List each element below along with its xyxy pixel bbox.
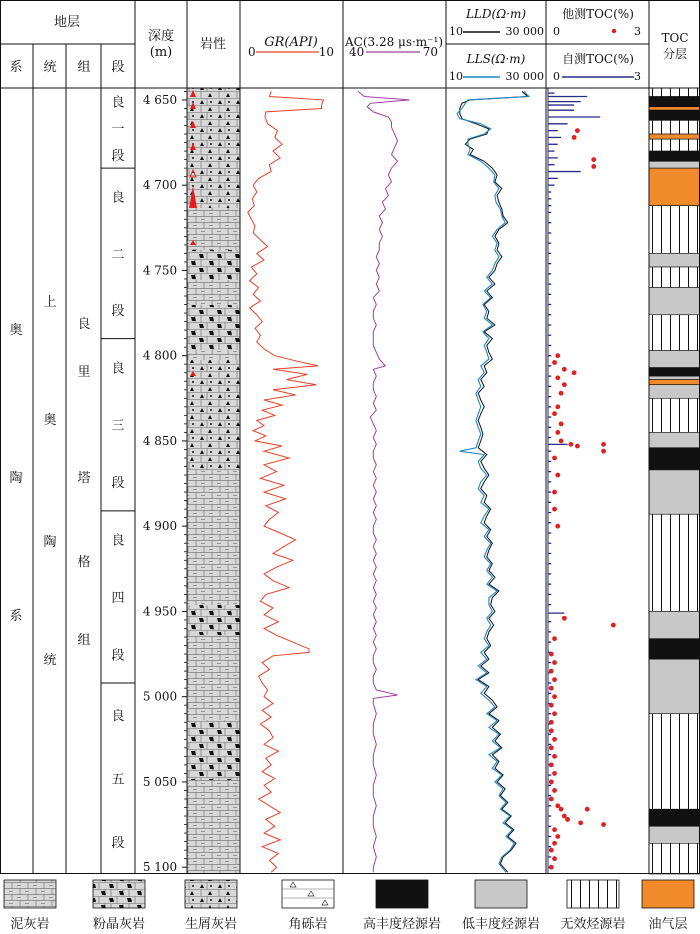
series-char: 统 xyxy=(43,653,57,668)
toc-other-dot xyxy=(552,507,557,512)
depth-tick-label: 4 750 xyxy=(142,263,178,278)
toc-other-legend-dot xyxy=(612,29,616,33)
gr-min: 0 xyxy=(248,45,256,59)
toc-layer-invalid xyxy=(649,88,700,97)
toc-other-min: 0 xyxy=(553,25,560,38)
toc-other-dot xyxy=(568,442,573,447)
toc-layer-column xyxy=(649,88,700,874)
formation-char: 良 xyxy=(77,317,91,332)
toc-other-dot xyxy=(591,157,596,162)
depth-tick-label: 4 950 xyxy=(142,604,178,619)
toc-self-min: 0 xyxy=(553,70,560,83)
toc-other-dot xyxy=(572,135,577,140)
toc-other-dot xyxy=(552,660,557,665)
toc-other-dot xyxy=(549,848,554,853)
toc-other-dot xyxy=(549,728,554,733)
toc-layer-invalid xyxy=(649,714,700,809)
member-char: 良 xyxy=(111,361,125,377)
toc-layer-invalid xyxy=(649,206,700,254)
legend-label: 生屑灰岩 xyxy=(184,917,238,932)
depth-tick-label: 4 800 xyxy=(142,348,178,363)
toc-other-dot xyxy=(552,856,557,861)
toc-other-dot xyxy=(559,421,564,426)
member-char: 五 xyxy=(111,772,125,788)
legend-label: 泥灰岩 xyxy=(10,917,50,932)
ac-title: AC(3.28 μs·m⁻¹) xyxy=(344,35,444,49)
toc-layer-oil xyxy=(649,107,700,110)
toc-layer-high xyxy=(649,110,700,120)
toc-self-title: 自测TOC(%) xyxy=(562,52,634,66)
series-header: 统 xyxy=(43,60,57,75)
toc-other-dot xyxy=(562,367,567,372)
toc-other-dot xyxy=(559,391,564,396)
toc-layer-high xyxy=(649,809,700,826)
member-char: 良 xyxy=(111,95,125,111)
formation-header: 组 xyxy=(77,60,91,75)
system-char: 陶 xyxy=(9,471,23,486)
lld-min: 10 xyxy=(449,25,463,38)
member-char: 一 xyxy=(111,122,125,138)
toc-layer-invalid xyxy=(649,514,700,611)
toc-layer-invalid xyxy=(649,398,700,432)
system-header: 系 xyxy=(9,60,23,75)
depth-unit: (m) xyxy=(149,45,173,60)
lld-max: 30 000 xyxy=(505,25,544,38)
toc-other-dot xyxy=(549,797,554,802)
toc-layer-low xyxy=(649,253,700,267)
toc-other-dot xyxy=(552,677,557,682)
toc-other-dot xyxy=(562,616,567,621)
lld-curve xyxy=(460,91,528,872)
lld-title: LLD(Ω·m) xyxy=(465,7,527,21)
toc-layer-invalid xyxy=(649,843,700,874)
toc-other-title: 他测TOC(%) xyxy=(562,7,634,21)
depth-tick-label: 4 700 xyxy=(142,178,178,193)
toc-other-dot xyxy=(552,754,557,759)
legend xyxy=(4,880,694,932)
toc-other-dot xyxy=(549,762,554,767)
member-char: 良 xyxy=(111,533,125,549)
strata-header: 地层 xyxy=(53,15,81,30)
toc-other-dot xyxy=(578,820,583,825)
toc-layer-oil xyxy=(649,168,700,206)
toc-layer-invalid xyxy=(649,120,700,134)
formation-char: 塔 xyxy=(77,471,91,486)
toc-layer-low xyxy=(649,470,700,514)
toc-layer-oil xyxy=(649,380,700,385)
gr-max: 10 xyxy=(318,45,334,59)
toc-other-dot xyxy=(601,449,606,454)
toc-other-dot xyxy=(559,439,564,444)
toc-layer-invalid xyxy=(649,267,700,287)
toc-layer-invalid xyxy=(649,139,700,151)
toc-layer-high xyxy=(649,448,700,470)
legend-label: 油气层 xyxy=(648,917,688,932)
toc-other-dot xyxy=(552,788,557,793)
member-char: 段 xyxy=(111,476,125,492)
legend-label: 高丰度烃源岩 xyxy=(362,917,442,932)
toc-other-dot xyxy=(555,473,560,478)
legend-label: 粉晶灰岩 xyxy=(92,917,146,932)
toc-other-dot xyxy=(559,807,564,812)
ac-curve xyxy=(358,91,410,872)
toc-other-dot xyxy=(552,411,557,416)
toc-other-dot xyxy=(552,737,557,742)
member-char: 段 xyxy=(111,648,125,664)
toc-other-dot xyxy=(549,720,554,725)
lls-max: 30 000 xyxy=(505,70,544,83)
ac-min: 40 xyxy=(349,45,365,59)
legend-swatch-oil-gas xyxy=(642,880,694,908)
lls-min: 10 xyxy=(449,70,463,83)
toc-other-dot xyxy=(611,623,616,628)
toc-other-dot xyxy=(549,652,554,657)
formation-char: 格 xyxy=(77,555,91,570)
legend-swatch-low-source xyxy=(475,880,527,908)
toc-layer-high xyxy=(649,368,700,377)
depth-tick-label: 4 650 xyxy=(142,92,178,107)
toc-layer-low xyxy=(649,385,700,399)
member-char: 良 xyxy=(111,190,125,206)
member-char: 二 xyxy=(111,247,125,263)
toc-layer-low xyxy=(649,826,700,843)
toc-layer-high xyxy=(649,639,700,659)
legend-label: 低丰度烃源岩 xyxy=(461,917,541,932)
toc-other-dot xyxy=(552,490,557,495)
toc-layer-title-1: TOC xyxy=(661,31,689,45)
toc-other-dot xyxy=(555,430,560,435)
toc-other-dot xyxy=(601,822,606,827)
series-char: 奥 xyxy=(43,413,57,428)
depth-tick-label: 4 900 xyxy=(142,519,178,534)
legend-swatch-invalid-source xyxy=(567,880,619,908)
toc-layer-high xyxy=(649,97,700,107)
toc-layer-low xyxy=(649,376,700,379)
toc-other-dot xyxy=(549,780,554,785)
toc-other-dot xyxy=(591,164,596,169)
toc-other-dot xyxy=(549,865,554,870)
toc-layer-low xyxy=(649,351,700,368)
lithology-column xyxy=(187,88,240,874)
toc-other-dot xyxy=(555,834,560,839)
lls-title: LLS(Ω·m) xyxy=(466,52,526,66)
toc-other-dot xyxy=(562,382,567,387)
member-char: 四 xyxy=(111,590,125,606)
depth-tick-label: 4 850 xyxy=(142,433,178,448)
toc-other-dot xyxy=(552,694,557,699)
gr-curve xyxy=(248,91,324,872)
toc-layer-low xyxy=(649,659,700,714)
member-char: 三 xyxy=(111,418,125,434)
toc-layer-oil xyxy=(649,134,700,139)
toc-other-dot xyxy=(549,686,554,691)
toc-other-max: 3 xyxy=(634,25,641,38)
member-char: 段 xyxy=(111,304,125,320)
formation-char: 组 xyxy=(77,633,91,648)
depth-tick-label: 5 100 xyxy=(142,860,178,875)
toc-other-dot xyxy=(555,353,560,358)
legend-label: 无效烃源岩 xyxy=(560,917,626,932)
toc-other-dots xyxy=(549,128,616,869)
legend-swatch-bioclastic-limestone xyxy=(185,880,237,908)
toc-layer-high xyxy=(649,151,700,161)
depth-axis xyxy=(143,91,187,874)
toc-other-dot xyxy=(555,524,560,529)
toc-other-dot xyxy=(575,128,580,133)
legend-swatch-marl xyxy=(4,880,56,908)
formation-char: 里 xyxy=(77,365,91,380)
toc-other-dot xyxy=(549,745,554,750)
series-char: 上 xyxy=(43,295,57,310)
toc-other-dot xyxy=(549,669,554,674)
member-char: 段 xyxy=(111,148,125,164)
toc-other-dot xyxy=(585,807,590,812)
member-header: 段 xyxy=(111,60,125,75)
toc-other-dot xyxy=(565,817,570,822)
toc-layer-title-2: 分层 xyxy=(662,47,688,61)
toc-other-dot xyxy=(552,636,557,641)
ac-max: 70 xyxy=(422,45,438,59)
legend-swatch-breccia xyxy=(282,880,334,908)
toc-layer-low xyxy=(649,611,700,638)
toc-other-dot xyxy=(555,375,560,380)
series-char: 陶 xyxy=(43,535,57,550)
depth-tick-label: 5 000 xyxy=(142,689,178,704)
system-char: 系 xyxy=(9,609,23,624)
toc-layer-low xyxy=(649,432,700,447)
depth-header: 深度 xyxy=(147,29,175,44)
depth-tick-label: 5 050 xyxy=(142,774,178,789)
toc-layer-low xyxy=(649,287,700,314)
legend-label: 角砾岩 xyxy=(288,917,328,932)
toc-other-dot xyxy=(575,444,580,449)
member-char: 段 xyxy=(111,836,125,852)
gr-title: GR(API) xyxy=(264,35,318,50)
member-labels xyxy=(111,95,124,851)
legend-swatch-silty-limestone xyxy=(93,880,145,908)
toc-other-dot xyxy=(601,442,606,447)
toc-self-max: 3 xyxy=(634,70,641,83)
toc-other-dot xyxy=(552,456,557,461)
toc-layer-low xyxy=(649,161,700,168)
strat-labels xyxy=(9,295,90,668)
toc-other-dot xyxy=(572,370,577,375)
legend-swatch-high-source xyxy=(376,880,428,908)
toc-other-dot xyxy=(552,711,557,716)
toc-other-dot xyxy=(552,771,557,776)
toc-layer-invalid xyxy=(649,315,700,351)
toc-other-dot xyxy=(552,841,557,846)
lithology-header: 岩性 xyxy=(199,37,227,52)
toc-other-dot xyxy=(549,703,554,708)
system-char: 奥 xyxy=(9,323,23,338)
toc-other-dot xyxy=(552,827,557,832)
toc-other-dot xyxy=(555,404,560,409)
toc-other-dot xyxy=(552,360,557,365)
member-char: 良 xyxy=(111,708,125,724)
